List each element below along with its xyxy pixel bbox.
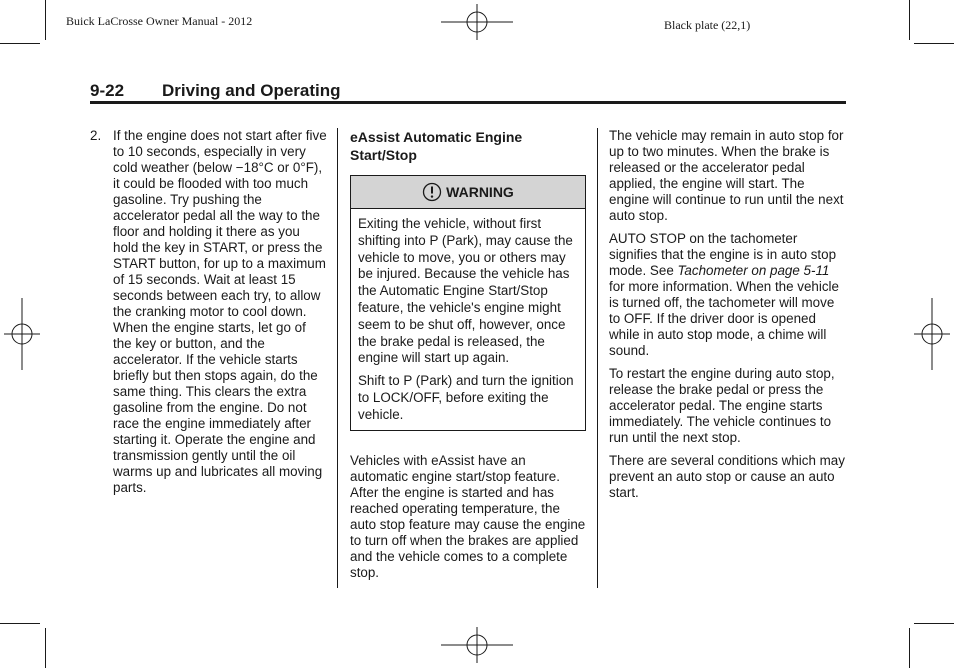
subsection-heading: eAssist Automatic Engine Start/Stop [350,129,523,163]
warning-box [350,175,586,431]
list-item-text: If the engine does not start after five to 10 seconds, especially in very cold weather (below −18°C or 0°F), it could be flooded with too much gasoline. Try pushing the accelerator pedal all the way to the floor and holding it there as you hold the key in START, or press the START button, for up to a maximum of 15 seconds. Wait at least 15 seconds between each try, to allow the cranking motor to cool down. When the engine starts, let go of the key or button, and the accelerator. If the vehicle starts briefly but then stops again, do the same thing. This clears the extra gasoline from the engine. Do not race the engine immediately after starting it. Operate the engine and transmission gently until the oil warms up and lubricates all moving parts. [113,128,327,495]
cross-reference-link[interactable]: Tachometer on page 5-11 [677,263,830,278]
column-1 [90,128,328,496]
text-run: AUTO STOP on the tachometer signifies that the engine is in auto stop mode. See [609,231,837,278]
warning-paragraph: Shift to P (Park) and turn the ignition to LOCK/OFF, before exiting the vehicle. [358,373,574,422]
body-paragraph: There are several conditions which may prevent an auto stop or cause an auto start. [609,453,845,500]
text-run: for more information. When the vehicle is turned off, the tachometer will move to OFF. If the driver door is opened while in auto stop mode, a chime will sound. [609,279,839,358]
body-paragraph: The vehicle may remain in auto stop for up to two minutes. When the brake is released or the accelerator pedal applied, the engine will start. The engine will continue to run until the next auto stop. [609,128,844,223]
column-3 [609,128,847,508]
registration-target-left [4,298,40,370]
body-paragraph: To restart the engine during auto stop, release the brake pedal or press the accelerator pedal. The engine starts immediately. The vehicle continues to run until the next stop. [609,366,835,445]
column-divider [597,128,598,588]
list-item [90,128,328,496]
section-title: Driving and Operating [162,81,341,100]
section-header [90,81,341,101]
header-rule [90,101,846,104]
plate-label: Black plate (22,1) [664,18,751,32]
registration-target-top [441,4,513,40]
manual-title: Buick LaCrosse Owner Manual - 2012 [66,14,253,28]
registration-target-bottom [441,627,513,663]
warning-header [351,176,585,209]
body-paragraph [609,231,847,359]
warning-icon [422,182,442,202]
registration-target-right [914,298,950,370]
column-2 [350,128,586,581]
page-number: 9-22 [90,81,125,100]
list-item-number: 2. [90,128,102,143]
warning-label: WARNING [446,184,514,200]
warning-body [351,209,585,430]
body-paragraph: Vehicles with eAssist have an automatic engine start/stop feature. After the engine is started and has reached operating temperature, the auto stop feature may cause the engine to turn off when the brakes are applied and the vehicle comes to a complete stop. [350,452,586,580]
column-divider [337,128,338,588]
warning-paragraph: Exiting the vehicle, without first shifting into P (Park), may cause the vehicle to move, you or others may be injured. Because the vehicle has the Automatic Engine Start/Stop feature, the vehicle's engine might seem to be shut off, however, once the brake pedal is released, the engine will start up again. [358,216,573,366]
